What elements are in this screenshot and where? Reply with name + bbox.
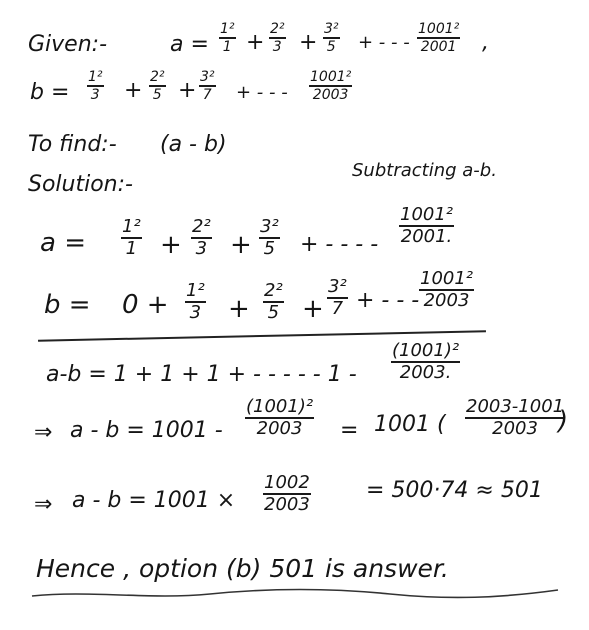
line-a-term-3-den: 5 [263, 237, 276, 259]
b-term-3-den: 7 [202, 86, 212, 103]
line-b-term-3 [326, 278, 349, 318]
a-term-1-den: 1 [222, 38, 232, 55]
to-find-expression: (a - b) [160, 132, 227, 157]
result3-rhs: = 500·74 ≈ 501 [366, 478, 543, 503]
line-a-term-last-den: 2001. [400, 225, 453, 247]
line-b-term-last [418, 270, 475, 310]
result3-fraction-num: 1002 [264, 472, 310, 493]
b-term-2-den: 5 [152, 86, 162, 103]
a-term-3-num: 3² [324, 21, 339, 37]
line-b-term-1-num: 1² [186, 280, 205, 301]
implies-arrow-icon: ⇒ [34, 492, 53, 517]
result2-fraction [244, 398, 315, 438]
line-b-term-last-den: 2003 [423, 289, 470, 311]
result3-lhs: a - b = 1001 × [72, 488, 236, 513]
line-a-lhs: a = [40, 228, 86, 258]
result1-term-last [390, 342, 461, 382]
b-term-3-num: 3² [200, 69, 215, 85]
line-a-term-1-den: 1 [125, 237, 138, 259]
plus-sign: + [246, 30, 265, 55]
line-b-term-2 [262, 282, 285, 322]
a-term-1 [218, 22, 237, 54]
line-b-term-2-num: 2² [264, 280, 283, 301]
to-find-label: To find:- [28, 132, 117, 157]
a-ellipsis: + - - - [358, 32, 410, 53]
result1-lhs: a-b = 1 + 1 + 1 + - - - - - 1 - [46, 362, 357, 387]
b-ellipsis: + - - - [236, 82, 288, 103]
line-b-term-last-num: 1001² [420, 268, 474, 289]
a-term-1-num: 1² [220, 21, 235, 37]
a-term-3-den: 5 [326, 38, 336, 55]
a-term-last-den: 2001 [420, 38, 457, 55]
result2-rhs-prefix: 1001 ( [374, 412, 446, 437]
plus-sign: + [299, 30, 318, 55]
solution-label: Solution:- [28, 172, 133, 197]
line-b-lhs: b = [44, 290, 91, 320]
line-b-zero: 0 + [122, 290, 169, 320]
equals-sign: = [340, 418, 359, 443]
line-b-term-1 [184, 282, 207, 322]
result2-rhs-fraction-den: 2003 [492, 417, 538, 439]
a-term-2-den: 3 [272, 38, 282, 55]
line-a-term-last [398, 206, 455, 246]
b-term-1-num: 1² [88, 69, 103, 85]
line-a-term-2 [190, 218, 213, 258]
given-label: Given:- [28, 32, 108, 57]
plus-sign: + [124, 78, 143, 103]
result3-fraction-den: 2003 [264, 493, 310, 515]
line-a-term-2-den: 3 [195, 237, 208, 259]
result2-rhs-fraction-num: 2003-1001 [466, 396, 565, 417]
subtracting-note: Subtracting a-b. [352, 160, 497, 181]
b-definition-lhs: b = [30, 80, 70, 105]
result2-rhs-suffix: ) [558, 406, 569, 436]
line-a-term-3-num: 3² [260, 216, 279, 237]
b-term-2-num: 2² [150, 69, 165, 85]
result1-term-last-num: (1001)² [392, 340, 460, 361]
conclusion-text: Hence , option (b) 501 is answer. [36, 554, 449, 583]
line-a-term-2-num: 2² [192, 216, 211, 237]
result2-fraction-den: 2003 [256, 417, 303, 439]
b-term-last-den: 2003 [312, 86, 349, 103]
line-b-term-3-num: 3² [328, 276, 347, 297]
line-a-term-1 [120, 218, 143, 258]
result2-rhs-fraction [464, 396, 569, 439]
line-a-term-3 [258, 218, 281, 258]
line-b-term-2-den: 5 [267, 301, 280, 323]
implies-arrow-icon: ⇒ [34, 420, 53, 445]
b-term-3 [198, 70, 217, 102]
a-term-last-num: 1001² [418, 21, 460, 37]
comma: , [482, 30, 489, 55]
line-a-term-1-num: 1² [122, 216, 141, 237]
plus-sign: + [230, 230, 252, 260]
a-definition-lhs: a = [170, 32, 209, 57]
a-term-2 [268, 22, 287, 54]
conclusion-underline [30, 586, 560, 602]
a-term-3 [322, 22, 341, 54]
b-term-last [308, 70, 353, 102]
b-term-2 [148, 70, 167, 102]
result2-fraction-num: (1001)² [246, 396, 314, 417]
plus-sign: + [178, 78, 197, 103]
b-term-1 [86, 70, 105, 102]
a-term-2-num: 2² [270, 21, 285, 37]
line-b-term-1-den: 3 [189, 301, 202, 323]
b-term-last-num: 1001² [310, 69, 352, 85]
result1-term-last-den: 2003. [399, 361, 452, 383]
plus-sign: + [228, 294, 250, 324]
plus-sign: + [160, 230, 182, 260]
line-b-ellipsis: + - - - [356, 288, 420, 313]
line-a-ellipsis: + - - - - [300, 232, 379, 257]
result2-lhs: a - b = 1001 - [70, 418, 223, 443]
line-b-term-3-den: 7 [331, 297, 344, 319]
line-a-term-last-num: 1001² [400, 204, 454, 225]
plus-sign: + [302, 294, 324, 324]
result3-fraction [262, 474, 312, 514]
a-term-last [416, 22, 461, 54]
b-term-1-den: 3 [90, 86, 100, 103]
